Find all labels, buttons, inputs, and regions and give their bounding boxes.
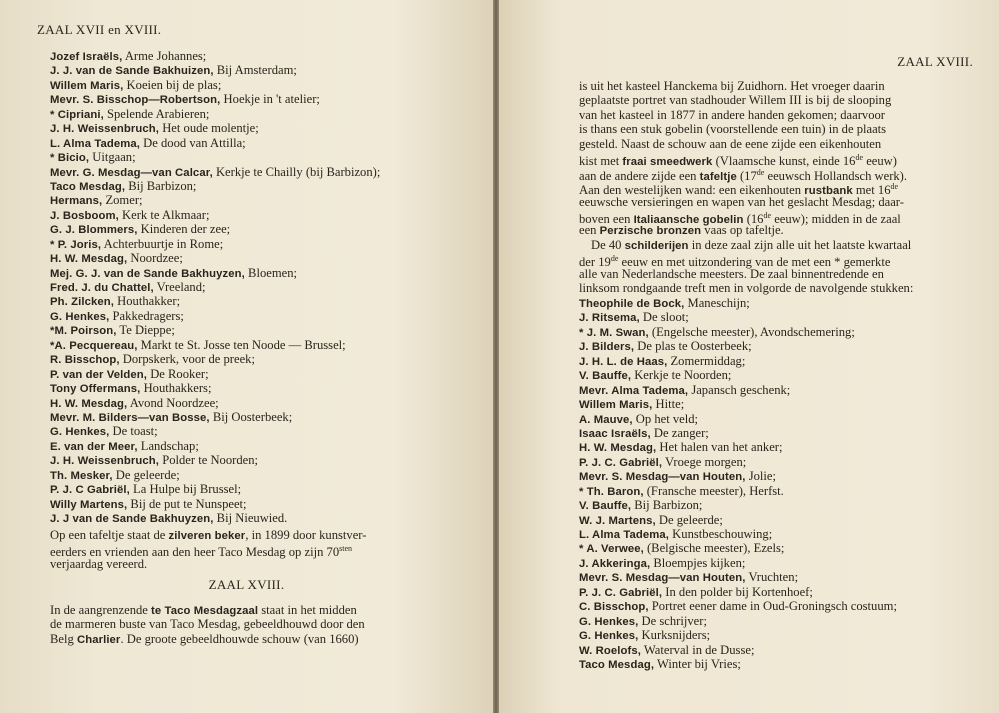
painting-title: De geleerde; (655, 512, 723, 527)
painting-title: Achterbuurtje in Rome; (101, 236, 224, 251)
painting-title: Jolie; (745, 469, 776, 484)
painting-title: Maneschijn; (684, 296, 750, 310)
painting-title: La Hulpe bij Brussel; (129, 482, 242, 497)
artist-name: * P. Joris, (50, 238, 102, 251)
list-item (50, 237, 380, 251)
list-item (50, 410, 380, 424)
painting-title: De toast; (109, 424, 158, 439)
text: De 40 (591, 237, 625, 252)
list-item (50, 208, 380, 222)
artist-name: V. Bauffe, (579, 370, 632, 383)
list-item (579, 628, 897, 642)
text: Belg (50, 631, 77, 646)
painting-title: Noordzee; (127, 251, 183, 266)
artist-name: H. W. Mesdag, (50, 397, 128, 410)
text: eeuw en met uitzondering van de met een * gemerkte (618, 255, 891, 270)
list-item (579, 368, 897, 382)
superscript: sten (339, 544, 353, 554)
emphasis: tafeltje (699, 170, 737, 183)
emphasis: te Taco Mesdagzaal (151, 605, 259, 617)
artist-name: Mevr. M. Bilders—van Bosse, (50, 411, 210, 424)
artist-name: Isaac Israëls, (579, 427, 651, 440)
text: gesteld. Naast de schouw aan de eene zijde een eikenhouten (579, 136, 882, 151)
list-item (50, 121, 380, 135)
list-item (50, 78, 380, 92)
painting-title: Het halen van het anker; (656, 440, 783, 455)
text-line (50, 603, 365, 617)
artist-name: P. J. C Gabriël, (50, 484, 130, 497)
artist-name: Willem Maris, (579, 399, 653, 412)
text: eeuw); midden in de zaal (771, 212, 901, 227)
painting-title: De sloot; (639, 310, 689, 325)
artist-name: G. Henkes, (50, 426, 110, 439)
painting-title: Portret eener dame in Oud-Groningsch costuum; (648, 599, 897, 614)
text-line (579, 267, 913, 281)
artist-name: Tony Offermans, (50, 383, 141, 396)
artist-name: G. J. Blommers, (50, 224, 138, 237)
artist-name: G. Henkes, (579, 615, 639, 628)
artist-name: H. W. Mesdag, (50, 253, 128, 266)
list-item (579, 426, 897, 440)
painting-title: Kerkje te Chailly (bij Barbizon); (212, 164, 381, 179)
list-item (579, 455, 897, 469)
painting-title: Houthakker; (113, 294, 181, 309)
painting-title: Kerkje te Noorden; (631, 368, 732, 383)
painting-title: Zomermiddag; (667, 353, 746, 368)
list-item (579, 325, 897, 339)
list-item (579, 570, 897, 584)
painting-title: De Rooker; (147, 366, 209, 381)
emphasis: zilveren beker (168, 530, 246, 542)
emphasis: rustbank (804, 185, 853, 198)
text: van het kasteel in 1877 in andere handen gekomen; daarvoor (579, 107, 885, 122)
text-line (579, 108, 913, 122)
artist-name: Mevr. S. Mesdag—van Houten, (579, 471, 746, 484)
artist-name: P. J. C. Gabriël, (579, 456, 663, 469)
painting-title: Kerk te Alkmaar; (118, 207, 210, 222)
running-header: ZAAL XVIII. (897, 54, 973, 69)
text: boven een (579, 212, 634, 227)
text-line (579, 180, 913, 198)
list-item (50, 482, 380, 496)
painting-title: Markt te St. Josse ten Noode — Brussel; (137, 337, 346, 352)
text: alle van Nederlandsche meesters. De zaal binnentredende en (579, 266, 884, 281)
painting-title: (Belgische meester), Ezels; (643, 541, 785, 556)
painting-title: Bij Amsterdam; (213, 63, 297, 78)
artist-name: J. Ritsema, (579, 312, 640, 325)
list-item (579, 657, 897, 671)
list-item (50, 136, 380, 150)
artist-name: *A. Pecquereau, (50, 339, 138, 352)
text: Op een tafeltje staat de (50, 528, 169, 542)
artist-name: Willem Maris, (50, 79, 124, 92)
list-item (50, 396, 380, 410)
superscript: de (890, 182, 899, 192)
painting-title: Landschap; (137, 438, 199, 453)
artist-name: Jozef Israëls, (50, 51, 123, 63)
section-heading: ZAAL XVIII. (208, 577, 285, 592)
painting-title: Kurksnijders; (638, 628, 711, 643)
artist-name: Taco Mesdag, (50, 180, 126, 193)
text-line (50, 528, 366, 542)
list-item (50, 251, 380, 265)
list-item (50, 107, 380, 121)
painting-title: Vreeland; (153, 280, 206, 294)
artist-name: Theophile de Bock, (579, 298, 685, 310)
painting-title: (Fransche meester), Herfst. (643, 483, 784, 498)
list-item (579, 643, 897, 657)
painting-title: Avond Noordzee; (127, 395, 219, 410)
painting-title: Kinderen der zee; (137, 222, 231, 237)
artist-name: Mevr. S. Mesdag—van Houten, (579, 572, 746, 585)
painting-title: Het oude molentje; (159, 121, 259, 136)
painting-title: De geleerde; (112, 467, 180, 482)
artist-name: C. Bisschop, (579, 601, 649, 614)
painting-title: Zomer; (102, 193, 143, 208)
artist-name: W. J. Martens, (579, 514, 656, 527)
artist-name: Willy Martens, (50, 498, 128, 511)
list-item (50, 309, 380, 323)
painting-title: Koeien bij de plas; (123, 77, 222, 92)
text: is uit het kasteel Hanckema bij Zuidhorn. Het vroeger daarin (579, 79, 885, 93)
text: de marmeren buste van Taco Mesdag, gebeeldhouwd door den (50, 617, 365, 632)
artist-name: Mevr. G. Mesdag—van Calcar, (50, 166, 213, 179)
text: , in 1899 door kunstver- (245, 528, 367, 542)
list-item (50, 468, 380, 482)
painting-title: Bij Oosterbeek; (209, 409, 293, 424)
text: in deze zaal zijn alle uit het laatste kwartaal (688, 237, 912, 252)
text: (17 (736, 168, 757, 183)
artist-name: J. Bilders, (579, 341, 635, 354)
painting-title: Uitgaan; (89, 150, 136, 165)
list-item (579, 440, 897, 454)
painting-title: Dorpskerk, voor de preek; (119, 352, 255, 367)
text-line (50, 617, 365, 631)
text-line (579, 281, 913, 295)
painting-title: Bloempjes kijken; (650, 555, 746, 570)
artist-name: P. van der Velden, (50, 368, 148, 381)
painting-title: De dood van Attilla; (140, 135, 246, 150)
list-item (579, 339, 897, 353)
list-item (50, 179, 380, 193)
list-item (50, 92, 380, 106)
list-item (50, 453, 380, 467)
list-item (50, 338, 380, 352)
list-item (579, 527, 897, 541)
artist-name: Mej. G. J. van de Sande Bakhuyzen, (50, 267, 245, 280)
artist-name: * Th. Baron, (579, 485, 644, 498)
artist-name: P. J. C. Gabriël, (579, 586, 663, 599)
text-line (50, 632, 365, 646)
right-page (499, 0, 999, 713)
artist-name: Hermans, (50, 195, 103, 208)
text: eeuwsche versieringen en wapen van het geslacht Mesdag; daar- (579, 194, 904, 209)
list-item (579, 383, 897, 397)
paragraph-room-description (579, 79, 913, 296)
text-line (579, 195, 913, 209)
painting-title: Waterval in de Dusse; (640, 642, 755, 657)
text-line (50, 542, 366, 560)
text-line (579, 166, 913, 183)
artist-name: H. W. Mesdag, (579, 442, 657, 455)
list-item (579, 469, 897, 483)
list-item (50, 150, 380, 164)
artist-name: A. Mauve, (579, 413, 633, 426)
text: In de aangrenzende (50, 603, 152, 617)
list-item (579, 354, 897, 368)
text-line (579, 137, 913, 151)
text: eeuwsch Hollandsch werk). (764, 168, 908, 183)
text: verjaardag vereerd. (50, 556, 148, 571)
list-item (50, 193, 380, 207)
painting-title: Bij de put te Nunspeet; (127, 496, 247, 511)
text-line (579, 122, 913, 136)
list-item (50, 49, 380, 63)
text: der 19 (579, 255, 611, 270)
text: (16 (743, 212, 764, 227)
painting-title: Japansch geschenk; (688, 382, 791, 397)
text-line (579, 209, 913, 227)
list-item (50, 381, 380, 395)
list-item (579, 412, 897, 426)
painting-title: Pakkedragers; (109, 308, 184, 323)
artist-name: *M. Poirson, (50, 325, 117, 338)
text: vaas op tafeltje. (701, 223, 784, 238)
painting-title: Houthakkers; (140, 381, 212, 396)
list-item (50, 280, 380, 294)
superscript: de (610, 254, 619, 264)
text: een (579, 223, 600, 238)
emphasis: fraai smeedwerk (622, 156, 713, 169)
list-item (579, 397, 897, 411)
painting-title: Winter bij Vries; (654, 656, 741, 671)
artist-name: Taco Mesdag, (579, 658, 655, 671)
painting-title: Bij Nieuwied. (213, 511, 288, 525)
text-line (579, 79, 913, 93)
paragraph-bust (50, 603, 365, 646)
artist-name: * Bicio, (50, 152, 90, 165)
emphasis: Italiaansche gobelin (633, 214, 744, 227)
text-line (579, 151, 913, 169)
list-item (579, 498, 897, 512)
list-item (50, 323, 380, 337)
text-line (579, 252, 913, 270)
text: staat in het midden (258, 603, 357, 617)
artist-name: E. van der Meer, (50, 440, 138, 453)
text: . De groote gebeeldhouwde schouw (van 1660) (120, 631, 359, 646)
artist-name: * J. M. Swan, (579, 326, 649, 339)
artist-name: J. H. Weissenbruch, (50, 123, 160, 136)
text: met 16 (852, 183, 891, 198)
text: eeuw) (863, 154, 897, 169)
artist-name: J. H. Weissenbruch, (50, 455, 160, 468)
painting-title: Bloemen; (244, 265, 298, 280)
artist-name: Ph. Zilcken, (50, 296, 114, 309)
painting-title: Polder te Noorden; (159, 453, 259, 468)
artist-name: * A. Verwee, (579, 543, 644, 556)
list-item (50, 352, 380, 366)
artist-name: W. Roelofs, (579, 644, 641, 657)
artist-name: R. Bisschop, (50, 354, 120, 367)
text: (Vlaamsche kunst, einde 16 (712, 154, 856, 169)
list-item (50, 497, 380, 511)
text: is thans een stuk gobelin (voorstellende een tuin) in de plaats (579, 122, 887, 137)
painting-title: Hitte; (652, 397, 685, 412)
left-page (0, 0, 493, 713)
painting-title: Spelende Arabieren; (103, 106, 210, 121)
list-item (579, 614, 897, 628)
painting-title: Arme Johannes; (122, 49, 207, 63)
artist-name: * Cipriani, (50, 108, 104, 121)
list-item (50, 424, 380, 438)
list-item (579, 556, 897, 570)
painting-title: Kunstbeschouwing; (669, 527, 773, 541)
list-item (579, 513, 897, 527)
list-item (50, 367, 380, 381)
list-item (50, 165, 380, 179)
list-item (50, 266, 380, 280)
painting-title: Vroege morgen; (662, 454, 747, 469)
painting-title: In den polder bij Kortenhoef; (662, 584, 813, 599)
list-item (50, 439, 380, 453)
artist-name: J. J. van de Sande Bakhuizen, (50, 65, 214, 78)
artist-name: L. Alma Tadema, (50, 137, 141, 150)
artist-name: J. Akkeringa, (579, 557, 651, 570)
text: linksom rondgaande treft men in volgorde de navolgende stukken: (579, 281, 914, 296)
artist-name: V. Bauffe, (579, 500, 632, 513)
emphasis: Perzische bronzen (599, 225, 702, 238)
list-item (50, 294, 380, 308)
painting-title: Vruchten; (745, 570, 799, 585)
painting-title: Hoekje in 't atelier; (220, 92, 320, 107)
artist-name: J. H. L. de Haas, (579, 355, 668, 368)
list-item (579, 296, 897, 310)
artist-name: G. Henkes, (50, 310, 110, 323)
painting-title: Bij Barbizon; (631, 498, 703, 513)
running-header: ZAAL XVII en XVIII. (37, 22, 162, 37)
painting-title: De plas te Oosterbeek; (634, 339, 752, 354)
emphasis: schilderijen (624, 239, 689, 252)
list-item (50, 63, 380, 77)
artist-name: J. J van de Sande Bakhuyzen, (50, 513, 214, 525)
list-item (50, 511, 380, 525)
artist-name: Mevr. S. Bisschop—Robertson, (50, 94, 221, 107)
text: kist met (579, 154, 623, 169)
paragraph-silver-cup (50, 528, 366, 571)
painting-title: Te Dieppe; (116, 323, 175, 338)
artist-name: L. Alma Tadema, (579, 529, 670, 541)
list-item (579, 541, 897, 555)
text: eerders en vrienden aan den heer Taco Mesdag op zijn 70 (50, 545, 340, 560)
painting-title: De schrijver; (638, 613, 707, 628)
text-line (579, 238, 913, 252)
painting-title: Op het veld; (632, 411, 699, 426)
superscript: de (855, 153, 864, 163)
list-item (579, 599, 897, 613)
emphasis: Charlier (76, 633, 121, 646)
painting-list (579, 296, 897, 671)
painting-title: (Engelsche meester), Avondschemering; (648, 324, 855, 339)
painting-title: Bij Barbizon; (125, 178, 197, 193)
text: aan de andere zijde een (579, 168, 700, 183)
painting-list (50, 49, 380, 525)
painting-title: De zanger; (650, 425, 709, 440)
list-item (50, 222, 380, 236)
artist-name: G. Henkes, (579, 630, 639, 643)
text: Aan den westelijken wand: een eikenhouten (579, 183, 805, 198)
artist-name: J. Bosboom, (50, 209, 119, 222)
artist-name: Fred. J. du Chattel, (50, 282, 154, 294)
list-item (579, 484, 897, 498)
list-item (579, 585, 897, 599)
superscript: de (763, 210, 772, 220)
artist-name: Mevr. Alma Tadema, (579, 384, 689, 397)
artist-name: Th. Mesker, (50, 469, 113, 482)
superscript: de (756, 167, 765, 177)
text-line (579, 93, 913, 107)
text: geplaatste portret van stadhouder Willem III is bij de slooping (579, 93, 892, 108)
list-item (579, 310, 897, 324)
